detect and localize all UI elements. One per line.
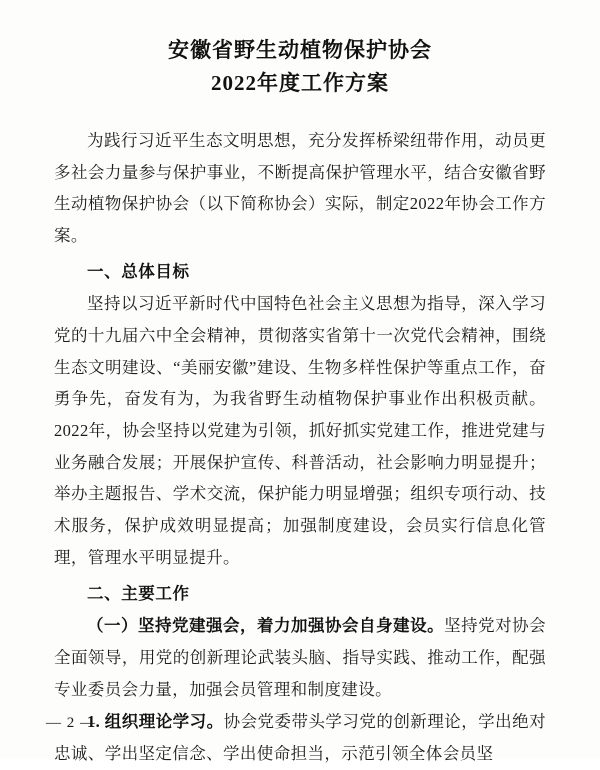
paragraph-party-building	[54, 610, 546, 705]
title-line-2: 2022年度工作方案	[211, 70, 389, 95]
title-line-1: 安徽省野生动植物保护协会	[168, 38, 432, 62]
section-heading-main-work: 二、主要工作	[87, 583, 190, 603]
paragraph-party-building-lead: （一）坚持党建强会，着力加强协会自身建设。	[87, 616, 445, 636]
paragraph-overall-goal: 坚持以习近平新时代中国特色社会主义思想为指导，深入学习党的十九届六中全会精神，贯彻落实省第十一次党代会精神，围绕生态文明建设、“美丽安徽”建设、生物多样性保护等重点工作，奋勇争先，奋发有为，为我省野生动植物保护事业作出积极贡献。2022年，协会坚持以党建为引领，抓好抓实党建工作，推进党建与业务融合发展；开展保护宣传、科普活动，社会影响力明显提升；举办主题报告、学术交流，保护能力明显增强；组织专项行动、技术服务，保护成效明显提高；加强制度建设，会员实行信息化管理，管理水平明显提升。	[54, 294, 546, 567]
paragraph-party-building-text: 坚持党对协会全面领导，用党的创新理论武装头脑、指导实践、推动工作，配强专业委员会力量，加强会员管理和制度建设。	[54, 616, 546, 699]
paragraph-theory-study-lead: 1. 组织理论学习。	[87, 712, 224, 732]
paragraph-theory-study-text: 协会党委带头学习党的创新理论，学出绝对忠诚、学出坚定信念、学出使命担当，示范引领全体会员坚	[54, 712, 547, 763]
document-title	[54, 34, 546, 99]
paragraph-intro: 为践行习近平生态文明思想，充分发挥桥梁纽带作用，动员更多社会力量参与保护事业，不断提高保护管理水平，结合安徽省野生动植物保护协会（以下简称协会）实际，制定2022年协会工作方案。	[54, 131, 546, 246]
section-heading-overall-goal: 一、总体目标	[87, 261, 190, 281]
page-number: — 2 —	[46, 715, 96, 731]
document-body	[54, 125, 546, 769]
